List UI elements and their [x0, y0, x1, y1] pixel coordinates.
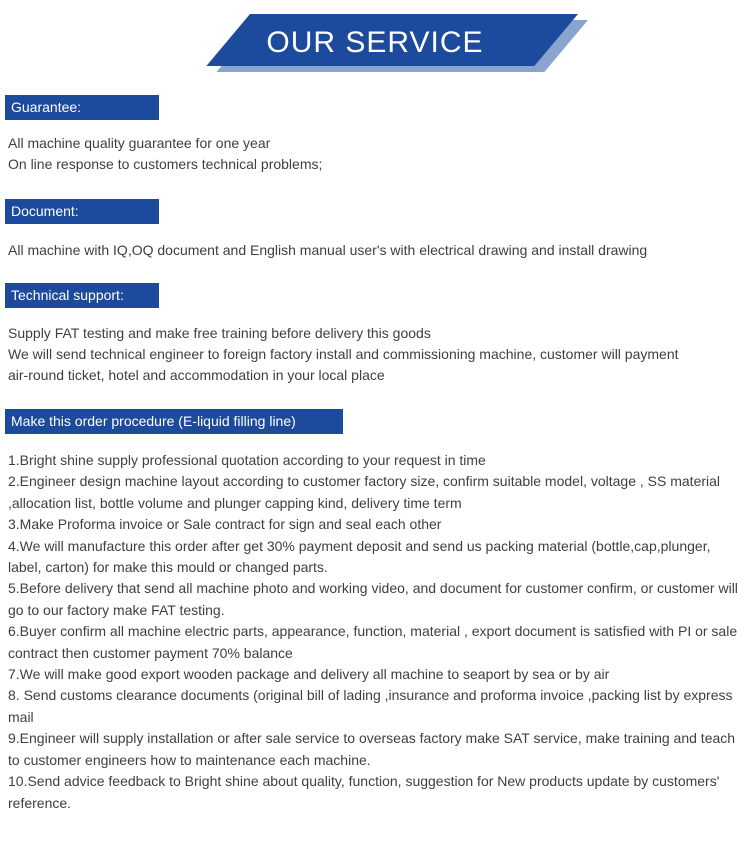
text-line: 8. Send customs clearance documents (original bill of lading ,insurance and proforma invoice ,packing list by express	[8, 687, 733, 704]
section-body-order-procedure	[8, 450, 738, 814]
text-line: We will send technical engineer to foreign factory install and commissioning machine, customer will payment	[8, 346, 679, 362]
text-line: ,allocation list, bottle volume and plunger capping kind, delivery time term	[8, 494, 462, 511]
text-line: All machine quality guarantee for one year	[8, 135, 271, 151]
text-line: 6.Buyer confirm all machine electric parts, appearance, function, material , export document is satisfied with PI or sale	[8, 623, 738, 640]
text-line: label, carton) for make this mould or changed parts.	[8, 559, 328, 576]
section-body-technical-support	[8, 323, 679, 386]
text-line: contract then customer payment 70% balance	[8, 644, 293, 661]
text-line: 7.We will make good export wooden package and delivery all machine to seaport by sea or by air	[8, 666, 610, 683]
text-line: reference.	[8, 794, 72, 811]
text-line: air-round ticket, hotel and accommodation in your local place	[8, 367, 385, 383]
text-line: 9.Engineer will supply installation or after sale service to overseas factory make SAT service, make training and teach	[8, 730, 736, 747]
text-line: On line response to customers technical problems;	[8, 156, 323, 172]
section-body-guarantee	[8, 133, 322, 175]
text-line: 4.We will manufacture this order after get 30% payment deposit and send us packing material (bottle,cap,plunger,	[8, 537, 711, 554]
text-line: 5.Before delivery that send all machine photo and working video, and document for customer confirm, or customer will	[8, 580, 738, 597]
text-line: to customer engineers how to maintenance each machine.	[8, 751, 371, 768]
section-label-guarantee: Guarantee:	[5, 95, 159, 120]
section-label-order-procedure: Make this order procedure (E-liquid filling line)	[5, 409, 343, 434]
text-line: 2.Engineer design machine layout according to customer factory size, confirm suitable model, voltage , SS material	[8, 473, 721, 490]
page-title: OUR SERVICE	[266, 26, 484, 59]
text-line: 3.Make Proforma invoice or Sale contract for sign and seal each other	[8, 516, 442, 533]
text-line: 1.Bright shine supply professional quotation according to your request in time	[8, 452, 486, 468]
section-label-technical-support: Technical support:	[5, 283, 159, 308]
text-line: mail	[8, 708, 34, 725]
text-line: Supply FAT testing and make free training before delivery this goods	[8, 325, 431, 341]
text-line: go to our factory make FAT testing.	[8, 601, 225, 618]
text-line: 10.Send advice feedback to Bright shine about quality, function, suggestion for New products update by customers'	[8, 773, 720, 790]
text-line: All machine with IQ,OQ document and English manual user's with electrical drawing and install drawing	[8, 242, 648, 258]
section-label-document: Document:	[5, 199, 159, 224]
section-body-document	[8, 240, 647, 261]
